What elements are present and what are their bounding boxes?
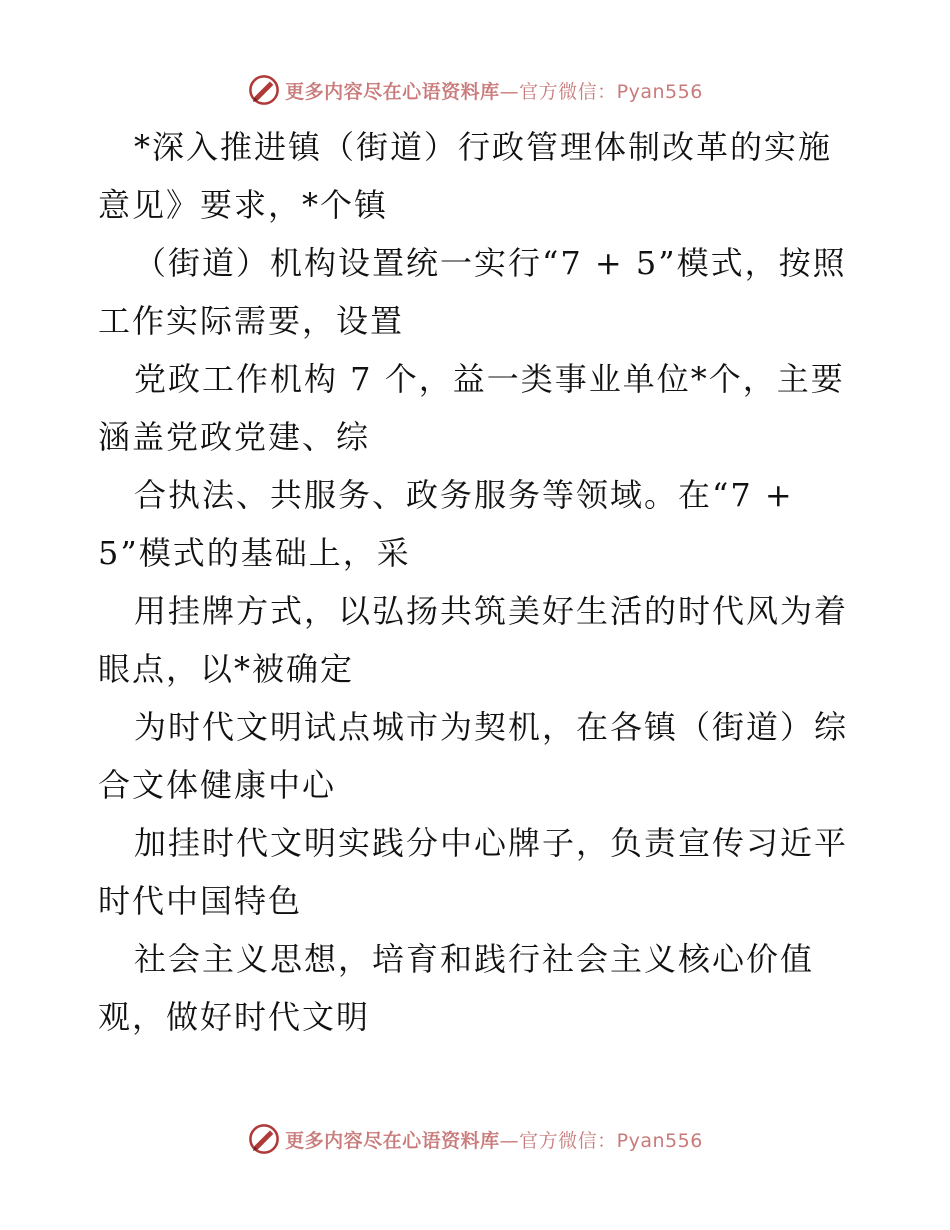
body-line-13: 加挂时代文明实践分中心牌子，负责宣传习近平: [134, 824, 849, 862]
body-line-12: 合文体健康中心: [98, 766, 337, 804]
footer-banner-wechat: 官方微信：Pyan556: [519, 1129, 703, 1152]
header-banner-sep: —: [499, 80, 520, 103]
body-line-9: 用挂牌方式，以弘扬共筑美好生活的时代风为着: [134, 592, 849, 630]
body-line-16: 观，做好时代文明: [98, 998, 371, 1036]
body-line-11: 为时代文明试点城市为契机，在各镇（街道）综: [134, 708, 849, 746]
footer-banner-sep: —: [499, 1129, 520, 1152]
footer-banner: [0, 1119, 950, 1159]
body-line-1: *深入推进镇（街道）行政管理体制改革的实施: [134, 128, 833, 166]
pen-circle-logo-icon: [247, 1122, 281, 1156]
body-line-10: 眼点，以*被确定: [98, 650, 355, 688]
body-line-14: 时代中国特色: [98, 882, 303, 920]
document-body: [98, 118, 878, 1046]
footer-banner-main: 更多内容尽在心语资料库: [285, 1129, 500, 1152]
body-line-7: 合执法、共服务、政务服务等领域。在“7 +: [134, 476, 794, 514]
header-banner-main: 更多内容尽在心语资料库: [285, 80, 500, 103]
pen-circle-logo-icon: [247, 73, 281, 107]
header-banner-text: [285, 77, 703, 104]
body-line-15: 社会主义思想，培育和践行社会主义核心价值: [134, 940, 815, 978]
footer-banner-text: [285, 1126, 703, 1153]
body-line-6: 涵盖党政党建、综: [98, 418, 371, 456]
body-line-2: 意见》要求，*个镇: [98, 186, 389, 224]
body-line-4: 工作实际需要，设置: [98, 302, 405, 340]
header-banner: [0, 70, 950, 110]
body-line-3: （街道）机构设置统一实行“7 + 5”模式，按照: [134, 244, 847, 282]
body-line-5: 党政工作机构 7 个，益一类事业单位*个，主要: [134, 360, 845, 398]
header-banner-wechat: 官方微信：Pyan556: [519, 80, 703, 103]
body-line-8: 5”模式的基础上，采: [98, 534, 411, 572]
